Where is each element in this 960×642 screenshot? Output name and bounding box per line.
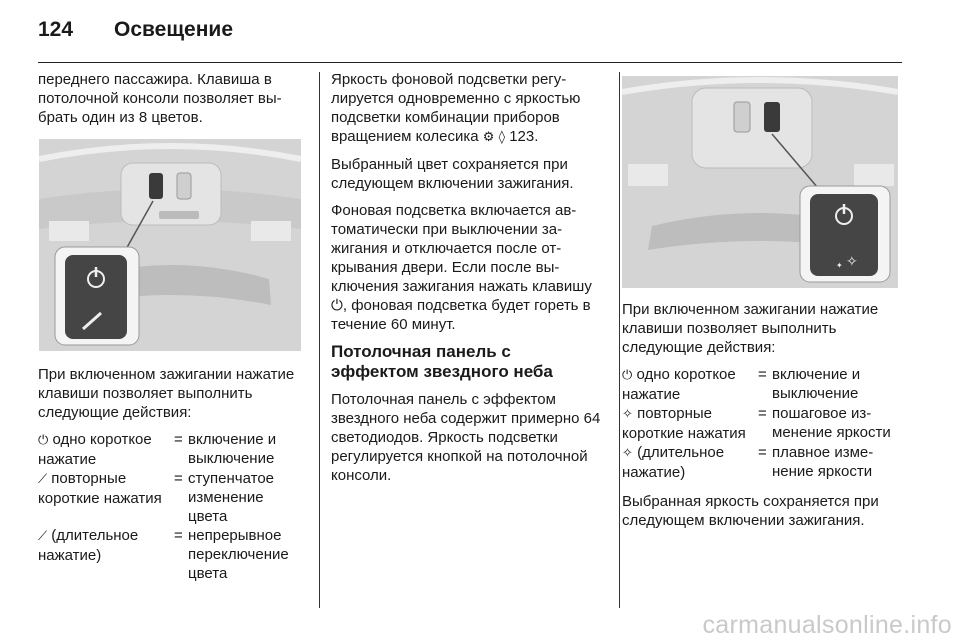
action-result: включение и выключение — [188, 431, 277, 467]
action-label — [38, 526, 174, 583]
col2-paragraph-3: Фоновая подсветка включается автоматически при выключении зажигания и отключается после открывания двери. Если после выключения зажигания нажать клавишу ⏻, фоновая подсветка будет гореть в течение 60 минут. — [331, 202, 592, 333]
col3-after-figure: При включенном зажигании нажатие клавиши позволяет выполнить следующие действия: — [622, 301, 879, 356]
action-text: одно короткое нажатие — [622, 366, 736, 403]
page-reference: 123. — [509, 128, 539, 145]
page-number: 124 — [38, 18, 74, 41]
action-label — [38, 469, 174, 526]
equals-sign: = — [174, 431, 183, 448]
action-label — [622, 404, 758, 443]
star-brightness-icon: ✧ — [622, 407, 633, 422]
star-brightness-icon: ✧ — [622, 446, 633, 461]
equals-sign: = — [758, 366, 767, 383]
color-brush-icon: ⟋ — [38, 472, 48, 487]
col1-intro: переднего пассажира. Клавиша в потолочной консоли позволяет выбрать один из 8 цветов. — [38, 71, 282, 126]
equals-sign: = — [758, 444, 767, 461]
col3-closing: Выбранная яркость сохраняется при следующем включении зажигания. — [622, 493, 879, 529]
action-result: пошаговое изменение яркости — [772, 405, 891, 441]
col2-paragraph-2: Выбранный цвет сохраняется при следующем включении зажигания. — [331, 156, 574, 192]
column-divider-1 — [319, 72, 320, 608]
action-label — [622, 443, 758, 482]
color-brush-icon: ⟋ — [38, 529, 48, 544]
action-result: непрерывное переключение цвета — [188, 527, 289, 582]
col1-actions-table — [38, 430, 302, 583]
equals-sign: = — [174, 470, 183, 487]
starry-sky-subheading: Потолочная панель с эффектом звездного неба — [331, 342, 553, 381]
col2-paragraph-1 — [331, 70, 601, 147]
page-reference-arrow-icon: ◊ — [498, 130, 506, 145]
header-divider — [38, 62, 902, 63]
section-title: Освещение — [114, 18, 233, 41]
col2-paragraph-1-text: Яркость фоновой подсветки регулируется одновременно с яркостью подсветки комбинации приборов вращением колесика — [331, 71, 581, 145]
ambient-light-console-figure — [39, 139, 301, 351]
equals-sign: = — [174, 527, 183, 544]
ceiling-console-illustration — [39, 139, 301, 351]
action-result: ступенчатое изменение цвета — [188, 470, 275, 525]
starry-sky-console-illustration — [622, 76, 898, 288]
column-3 — [622, 70, 898, 538]
col2-paragraph-4: Потолочная панель с эффектом звездного неба содержит примерно 64 светодиодов. Яркость подсветки регулируется кнопкой на потолочной консоли. — [331, 391, 601, 484]
thumbwheel-icon: ⚙ — [482, 130, 495, 145]
action-result: плавное изменение яркости — [772, 444, 874, 480]
starry-sky-console-figure — [622, 76, 898, 288]
column-divider-2 — [619, 72, 620, 608]
action-label — [622, 365, 758, 404]
svg-text:✧: ✧ — [846, 254, 858, 270]
action-text: повторные короткие нажатия — [622, 405, 746, 442]
action-text: (длительное нажатие) — [622, 444, 725, 481]
action-text: (длительное нажатие) — [38, 527, 139, 564]
action-label — [38, 430, 174, 469]
column-1 — [38, 70, 302, 593]
watermark: carmanualsonline.info — [702, 611, 952, 639]
column-2 — [331, 70, 601, 493]
page-header — [38, 18, 233, 48]
col1-after-figure: При включенном зажигании нажатие клавиши позволяет выполнить следующие действия: — [38, 366, 295, 421]
svg-text:✦: ✦ — [836, 261, 843, 270]
action-text: повторные короткие нажатия — [38, 470, 162, 507]
equals-sign: = — [758, 405, 767, 422]
power-icon: ⏻ — [38, 433, 49, 448]
action-result: включение и выключение — [772, 366, 861, 402]
power-icon: ⏻ — [622, 368, 633, 383]
action-text: одно короткое нажатие — [38, 431, 152, 468]
col3-actions-table — [622, 365, 898, 482]
